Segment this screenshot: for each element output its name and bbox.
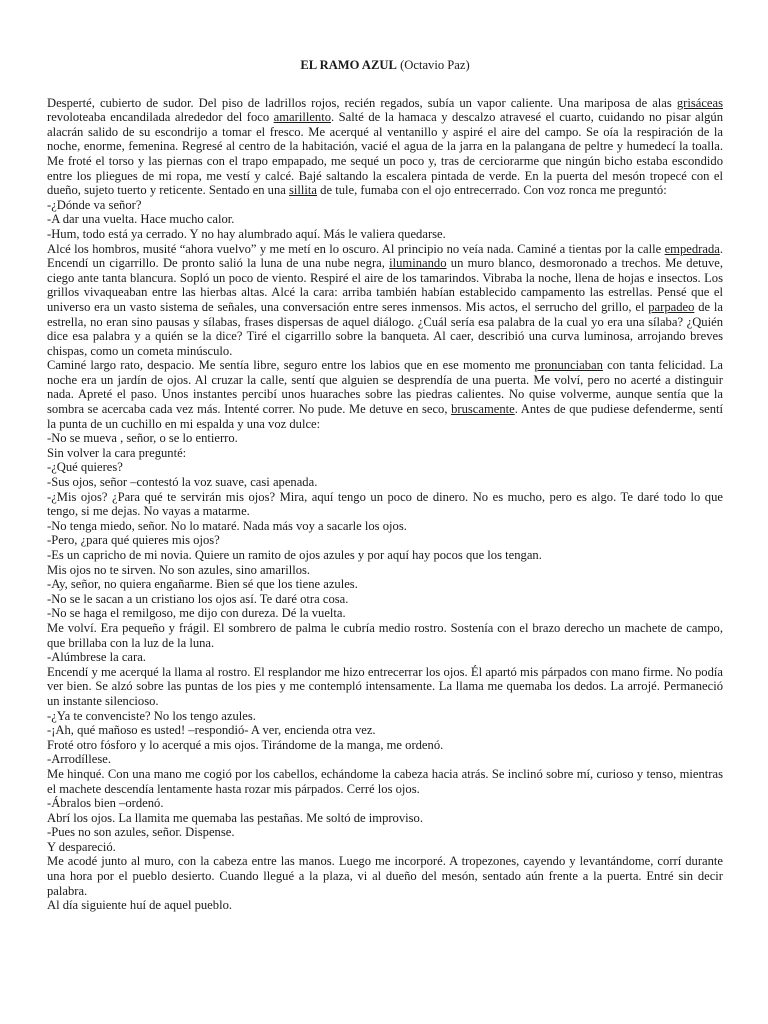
underlined-word: sillita xyxy=(289,183,318,198)
text-run: -¿Dónde va señor? xyxy=(47,197,142,212)
text-run: -Alúmbrese la cara. xyxy=(47,650,146,665)
paragraph xyxy=(47,767,723,796)
underlined-word: bruscamente xyxy=(451,402,515,417)
text-run: -¿Qué quieres? xyxy=(47,460,123,475)
text-run: Me hinqué. Con una mano me cogió por los cabellos, echándome la cabeza hacia atrás. Se inclinó sobre mí, curioso y tenso, mientras el machete descendía lentamente hasta rozar mis párpados. Cerré los ojos. xyxy=(47,766,723,796)
text-run: Me acodé junto al muro, con la cabeza entre las manos. Luego me incorporé. A tropezones, cayendo y levantándome, corrí durante una hora por el pueblo desierto. Cuando llegué a la plaza, vi al dueño del mesón, sentado aún frente a la puerta. Entré sin decir palabra. xyxy=(47,854,723,898)
underlined-word: parpadeo xyxy=(648,299,695,314)
text-run: Y despareció. xyxy=(47,839,116,854)
story-body xyxy=(47,96,723,913)
text-run: -¿Mis ojos? ¿Para qué te servirán mis ojos? Mira, aquí tengo un poco de dinero. No es mucho, pero es algo. Te daré todo lo que tengo, si me dejas. No vayas a matarme. xyxy=(47,489,723,519)
paragraph xyxy=(47,650,723,665)
paragraph xyxy=(47,811,723,826)
paragraph xyxy=(47,446,723,461)
paragraph xyxy=(47,198,723,213)
paragraph xyxy=(47,840,723,855)
paragraph xyxy=(47,475,723,490)
paragraph xyxy=(47,854,723,898)
text-run: -Ábralos bien –ordenó. xyxy=(47,796,164,811)
text-run: Sin volver la cara pregunté: xyxy=(47,445,187,460)
paragraph xyxy=(47,752,723,767)
paragraph xyxy=(47,709,723,724)
paragraph xyxy=(47,548,723,563)
paragraph xyxy=(47,96,723,198)
paragraph xyxy=(47,519,723,534)
text-run: -No se haga el remilgoso, me dijo con dureza. Dé la vuelta. xyxy=(47,606,346,621)
text-run: -A dar una vuelta. Hace mucho calor. xyxy=(47,212,235,227)
underlined-word: iluminando xyxy=(389,256,447,271)
text-run: -¡Ah, qué mañoso es usted! –respondió- A ver, encienda otra vez. xyxy=(47,723,376,738)
text-run: Alcé los hombros, musité “ahora vuelvo” y me metí en lo oscuro. Al principio no veía nada. Caminé a tientas por la calle xyxy=(47,241,665,256)
text-run: -Ay, señor, no quiera engañarme. Bien sé que los tiene azules. xyxy=(47,577,358,592)
text-run: -Es un capricho de mi novia. Quiere un ramito de ojos azules y por aquí hay pocos que los tengan. xyxy=(47,548,542,562)
paragraph xyxy=(47,460,723,475)
text-run: -¿Ya te convenciste? No los tengo azules. xyxy=(47,708,256,723)
paragraph xyxy=(47,577,723,592)
paragraph xyxy=(47,606,723,621)
paragraph xyxy=(47,227,723,242)
text-run: Froté otro fósforo y lo acerqué a mis ojos. Tirándome de la manga, me ordenó. xyxy=(47,737,444,752)
paragraph xyxy=(47,723,723,738)
text-run: Mis ojos no te sirven. No son azules, sino amarillos. xyxy=(47,562,311,577)
underlined-word: grisáceas xyxy=(676,95,723,110)
paragraph xyxy=(47,898,723,913)
text-run: Abrí los ojos. La llamita me quemaba las pestañas. Me soltó de improviso. xyxy=(47,810,423,825)
text-run: . Antes de que pudiese defenderme, sentí la punta de un cuchillo en mi espalda y una voz dulce: xyxy=(47,402,723,431)
text-run: Caminé largo rato, despacio. Me sentía libre, seguro entre los labios que en ese momento me xyxy=(47,358,535,373)
text-run: Al día siguiente huí de aquel pueblo. xyxy=(47,898,233,913)
text-run: -Pues no son azules, señor. Dispense. xyxy=(47,825,235,840)
text-run: de la estrella, no eran sino pausas y sílabas, frases dispersas de aquel diálogo. ¿Cuál sería esa palabra de la cual yo era una sílaba? ¿Quién dice esa palabra y a quién se la dice? Tiré el cigarrillo sobre la banqueta. Al caer, describió una curva luminosa, arrojando breves chispas, como un cometa minúsculo. xyxy=(47,299,723,358)
story-author: (Octavio Paz) xyxy=(396,58,470,72)
text-run: -Hum, todo está ya cerrado. Y no hay alumbrado aquí. Más le valiera quedarse. xyxy=(47,226,446,241)
text-run: un muro blanco, desmoronado a trechos. Me detuve, ciego ante tanta blancura. Sopló un poco de viento. Respiré el aire de los tamarindos. Vibraba la noche, llena de hojas e insectos. Los grillos vivaqueaban entre las hierbas altas. Alcé la cara: arriba también habían establecido campamento las estrellas. Pensé que el universo era un vasto sistema de señales, una conversación entre seres inmensos. Mis actos, el serrucho del grillo, el xyxy=(47,256,723,314)
paragraph xyxy=(47,431,723,446)
underlined-word: amarillento xyxy=(273,110,332,125)
paragraph xyxy=(47,665,723,709)
underlined-word: empedrada xyxy=(664,241,720,256)
text-run: con tanta felicidad. La noche era un jardín de ojos. Al cruzar la calle, sentí que alguien se desprendía de una puerta. Me volví, pero no acerté a distinguir nada. Apreté el paso. Unos instantes percibí unos huaraches sobre las piedras calientes. No quise volverme, aunque sentía que la sombra se acercaba cada vez más. Intenté correr. No pude. Me detuve en seco, xyxy=(47,358,723,417)
paragraph xyxy=(47,621,723,650)
paragraph xyxy=(47,490,723,519)
paragraph xyxy=(47,242,723,359)
text-run: -No se le sacan a un cristiano los ojos así. Te daré otra cosa. xyxy=(47,591,349,606)
underlined-word: pronunciaban xyxy=(534,358,603,373)
text-run: Me volví. Era pequeño y frágil. El sombrero de palma le cubría medio rostro. Sostenía con el brazo derecho un machete de campo, que brillaba con la luz de la luna. xyxy=(47,620,723,650)
text-run: -Pero, ¿para qué quieres mis ojos? xyxy=(47,533,220,548)
story-title-main: EL RAMO AZUL xyxy=(300,58,397,72)
text-run: Desperté, cubierto de sudor. Del piso de ladrillos rojos, recién regados, subía un vapor caliente. Una mariposa de alas xyxy=(47,95,677,110)
text-run: -Arrodíllese. xyxy=(47,752,111,767)
paragraph xyxy=(47,796,723,811)
document-page xyxy=(47,58,723,913)
text-run: Encendí y me acerqué la llama al rostro. El resplandor me hizo entrecerrar los ojos. Él apartó mis párpados con mano firme. No podía ver bien. Se alzó sobre las puntas de los pies y me contempló intensamente. La llama me quemaba los dedos. La arrojé. Permaneció un instante silencioso. xyxy=(47,664,723,708)
text-run: -Sus ojos, señor –contestó la voz suave, casi apenada. xyxy=(47,475,318,490)
text-run: . Encendí un cigarrillo. De pronto salió la luna de una nube negra, xyxy=(47,241,723,271)
paragraph xyxy=(47,563,723,578)
paragraph xyxy=(47,825,723,840)
text-run: -No se mueva , señor, o se lo entierro. xyxy=(47,431,238,446)
text-run: . Salté de la hamaca y descalzo atravesé el cuarto, cuidando no pisar algún alacrán salido de su escondrijo a tomar el fresco. Me acerqué al ventanillo y aspiré el aire del campo. Se oía la respiración de la noche, enorme, femenina. Regresé al centro de la habitación, vacié el agua de la jarra en la palangana de peltre y humedecí la toalla. Me froté el torso y las piernas con el trapo empapado, me sequé un poco y, tras de cerciorarme que ningún bicho estaba escondido entre los pliegues de mi ropa, me vestí y calcé. Bajé saltando la escalera pintada de verde. En la puerta del mesón tropecé con el dueño, sujeto tuerto y reticente. Sentado en una xyxy=(47,110,723,198)
paragraph xyxy=(47,738,723,753)
text-run: -No tenga miedo, señor. No lo mataré. Nada más voy a sacarle los ojos. xyxy=(47,518,407,533)
story-title xyxy=(47,58,723,73)
paragraph xyxy=(47,592,723,607)
paragraph xyxy=(47,212,723,227)
paragraph xyxy=(47,358,723,431)
text-run: de tule, fumaba con el ojo entrecerrado. Con voz ronca me preguntó: xyxy=(317,183,667,198)
text-run: revoloteaba encandilada alrededor del foco xyxy=(47,110,274,125)
paragraph xyxy=(47,533,723,548)
